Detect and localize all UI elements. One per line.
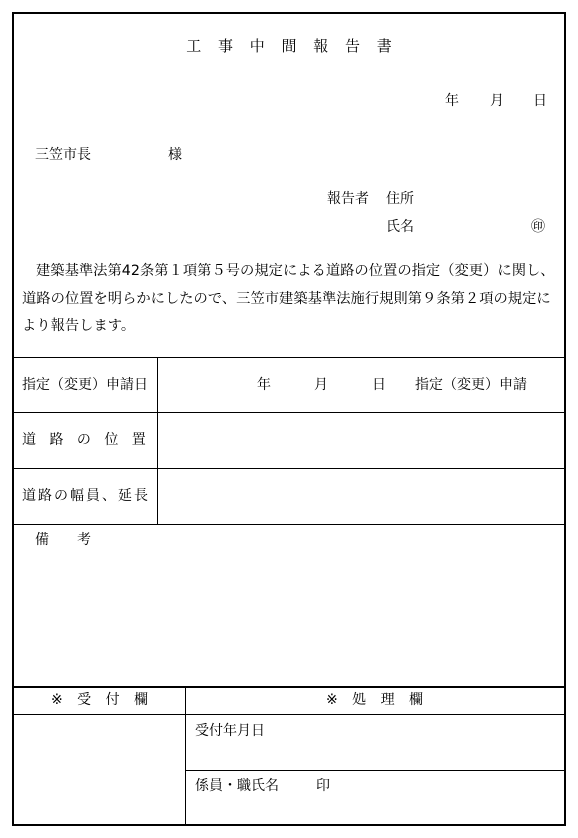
- clerk-name-label: 係員・職氏名: [195, 778, 279, 794]
- application-date-label: 指定（変更）申請日: [22, 377, 148, 393]
- remarks-area: [14, 526, 564, 684]
- application-date-month: 月: [314, 377, 328, 393]
- date-month-label: 月: [490, 93, 504, 109]
- processing-row-divider: [185, 770, 564, 771]
- reception-area: [14, 716, 185, 824]
- body-line-3: より報告します。: [22, 318, 136, 334]
- table-top-divider: [14, 357, 564, 358]
- processing-header: ※ 処 理 欄: [325, 692, 424, 708]
- addressee-honorific: 様: [168, 147, 182, 163]
- remarks-label: 備 考: [35, 532, 98, 548]
- office-header-divider: [14, 714, 564, 715]
- application-date-day: 日: [372, 377, 386, 393]
- road-location-label: 道 路 の 位 置: [22, 432, 146, 448]
- reporter-address-label: 住所: [386, 191, 414, 207]
- body-line-2: 道路の位置を明らかにしたので、三笠市建築基準法施行規則第９条第２項の規定に: [22, 291, 551, 307]
- application-date-year: 年: [257, 377, 271, 393]
- seal-mark: ㊞: [531, 219, 545, 235]
- date-year-label: 年: [445, 93, 459, 109]
- row-divider: [14, 412, 564, 413]
- road-width-length-label: 道路の幅員、延長: [22, 488, 150, 504]
- date-day-label: 日: [533, 93, 547, 109]
- application-date-suffix: 指定（変更）申請: [415, 377, 527, 393]
- reporter-label: 報告者: [327, 191, 369, 207]
- row-divider: [14, 524, 564, 525]
- addressee-name: 三笠市長: [35, 147, 91, 163]
- report-form: [12, 12, 566, 826]
- form-title: 工 事 中 間 報 告 書: [186, 37, 392, 55]
- road-width-length-value: [159, 470, 564, 524]
- road-location-value: [159, 414, 564, 468]
- body-line-1: 建築基準法第42条第１項第５号の規定による道路の位置の指定（変更）に関し、: [36, 263, 555, 279]
- reporter-name-label: 氏名: [386, 219, 414, 235]
- reception-header: ※ 受 付 欄: [50, 692, 149, 708]
- received-date-label: 受付年月日: [195, 723, 265, 739]
- clerk-seal-label: 印: [316, 778, 330, 794]
- column-divider: [157, 357, 158, 524]
- row-divider: [14, 468, 564, 469]
- office-section-divider: [14, 686, 564, 688]
